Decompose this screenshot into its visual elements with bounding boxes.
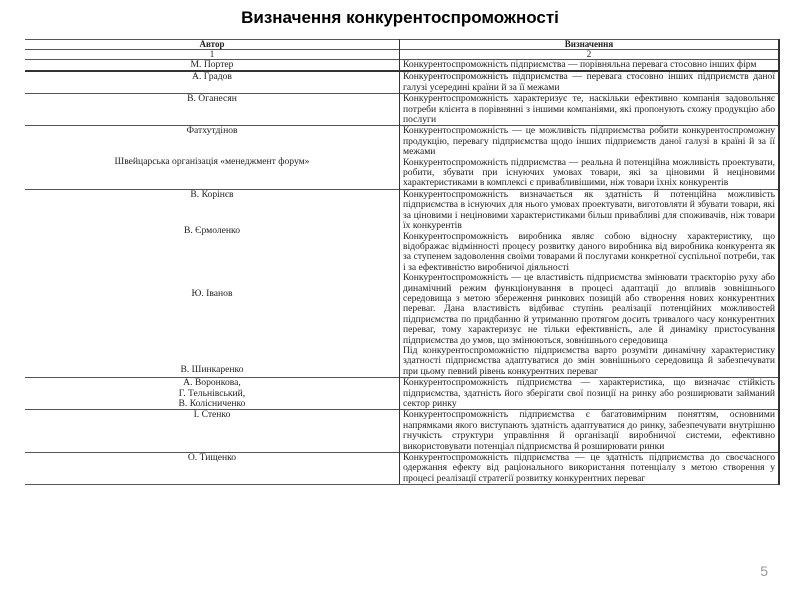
author-name: В. Колісниченко	[178, 398, 246, 409]
definition-cell	[400, 453, 780, 485]
author-name: В. Корінєв	[190, 188, 234, 200]
author-name: О. Тищенко	[187, 452, 237, 464]
author-cell	[25, 94, 400, 126]
definition-text: Конкурентоспроможність характеризує те, наскільки ефективно компанія задовольняє потреби клієнта в порівнянні з іншими компаніями, які пропонують схожу продукцію або послуги	[403, 93, 775, 126]
author-name: Швейцарська організація «менеджмент форум»	[114, 155, 310, 167]
table-row	[25, 126, 779, 189]
author-name: В. Оганесян	[187, 93, 237, 105]
table-row	[25, 71, 779, 93]
definition-cell	[400, 189, 780, 377]
table-row	[25, 453, 779, 485]
definition-cell	[400, 410, 780, 453]
definition-text: Конкурентоспроможність підприємства — це здатність підприємства до своєчасного одержання ефекту від раціонального використання потенціалу з метою створення у процесі реалізації стратегії розвитку конкурентних переваг	[403, 452, 775, 484]
author-cell	[25, 126, 400, 189]
definition-cell	[400, 378, 780, 410]
definition-text: Конкурентоспроможність підприємства — перевага стосовно інших підприємств даної галузі усередині країни й за її межами	[403, 71, 775, 93]
definition-text: Конкурентоспроможність підприємства — порівняльна перевага стосовно інших фірм	[403, 59, 757, 70]
header-definition: Визначення	[400, 40, 780, 50]
author-cell	[25, 410, 400, 453]
definition-text: Конкурентоспроможність — це властивість підприємства змінювати траєкторію руху або динамічний режим функціонування в процесі адаптації до впливів зовнішнього середовища з метою збереження ринкових позицій або створення нових конкурентних переваг. Дана властивість відбиває ступінь реалізації потенційних можливостей підприємства по придбанню й утриманню протягом досить тривалого часу конкурентних переваг, тому характеризує не тільки ефективність, але й динаміку пристосування підприємства до умов, що змінюються, зовнішнього середовища	[403, 272, 775, 346]
author-name: Фатхутдінов	[186, 125, 238, 137]
column-number-row	[25, 50, 779, 60]
header-author: Автор	[25, 40, 400, 50]
definition-text: Конкурентоспроможність — це можливість підприємства робити конкурентоспроможну продукцію, перевагу підприємства щодо інших підприємств даної галузі в країні й за її межами	[403, 125, 775, 158]
definitions-table	[25, 39, 780, 485]
definition-cell	[400, 126, 780, 189]
table-row	[25, 378, 779, 410]
table-row	[25, 189, 779, 377]
author-name: Ю. Іванов	[191, 287, 233, 299]
author-cell	[25, 189, 400, 377]
author-cell	[25, 60, 400, 72]
author-name: М. Портер	[190, 59, 234, 70]
author-name: І. Стенко	[193, 409, 231, 421]
table-row	[25, 94, 779, 126]
column-number-1: 1	[25, 50, 400, 60]
page-number: 5	[760, 563, 768, 579]
table-row	[25, 410, 779, 453]
definition-text: Конкурентоспроможність визначається як здатність й потенційна можливість підприємства в існуючих для нього умовах проектувати, виготовляти й збувати товари, які за ціновими і неціновими характеристиками більш привабливі для споживачів, ніж товари їх конкурентів	[403, 188, 775, 232]
column-number-2: 2	[400, 50, 780, 60]
author-name: А. Градов	[192, 71, 232, 83]
author-cell	[25, 378, 400, 410]
author-name: А. Воронкова,	[183, 377, 241, 389]
definition-text: Конкурентоспроможність підприємства — реальна й потенційна можливість проектувати, робити, збувати при існуючих умовах товари, які за ціновими й неціновими характеристиками в комплексі є привабливішими, ніж товари їхніх конкурентів	[403, 156, 775, 189]
definition-cell	[400, 60, 780, 72]
definition-text: Конкурентоспроможність підприємства — характеристика, що визначає стійкість підприємства, здатність його зберігати свої позиції на ринку або розширювати займаний сектор ринку	[403, 377, 775, 409]
definition-text: Під конкурентоспроможністю підприємства варто розуміти динамічну характеристику здатності підприємства адаптуватися до змін зовнішнього середовища й забезпечувати при цьому певний рівень конкурентних переваг	[403, 344, 775, 377]
definition-text: Конкурентоспроможність підприємства є багатовимірним поняттям, основними напрямками якого виступають здатність адаптуватися до ринку, забезпечувати внутрішню гнучкість структури управління й організації виробничої системи, ефективно використовувати потенціал підприємства й розширювати ринки	[403, 409, 775, 452]
author-name: В. Єрмоленко	[183, 225, 241, 237]
slide-title: Визначення конкурентоспроможності	[241, 8, 559, 27]
author-cell	[25, 453, 400, 485]
table-row	[25, 60, 779, 72]
definition-cell	[400, 71, 780, 93]
author-name: Г. Тельнівський,	[178, 387, 246, 399]
author-name: В. Шинкаренко	[180, 364, 244, 376]
table-header-row	[25, 40, 779, 50]
definition-cell	[400, 94, 780, 126]
author-cell	[25, 71, 400, 93]
definition-text: Конкурентоспроможність виробника являє собою відносну характеристику, що відображає відмінності процесу розвитку даного виробника від виробника конкурента як за ступенем задоволення своїми товарами й послугами конкретної суспільної потреби, так і за ефективністю виробничої діяльності	[403, 230, 775, 273]
